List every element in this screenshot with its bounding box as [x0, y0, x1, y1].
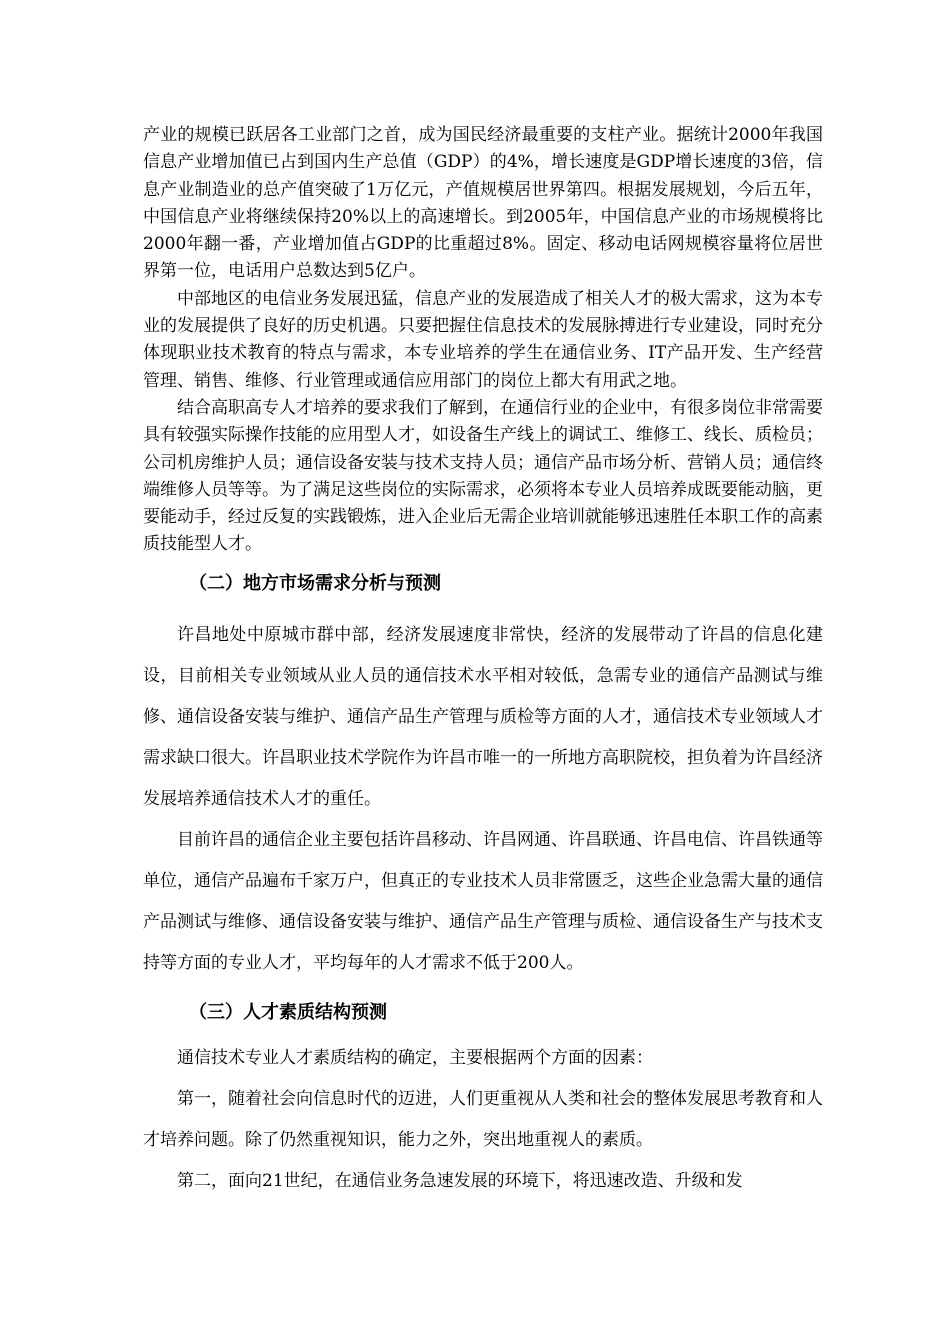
paragraph-talent-requirements: 结合高职高专人才培养的要求我们了解到，在通信行业的企业中，有很多岗位非常需要具有较强实际操作技能的应用型人才，如设备生产线上的调试工、维修工、线长、质检员；公司机房维护人员；通信设备安装与技术支持人员；通信产品市场分析、营销人员；通信终端维修人员等等。为了满足这些岗位的实际需求，必须将本专业人员培养成既要能动脑，更要能动手，经过反复的实践锻炼，进入企业后无需企业培训就能够迅速胜任本职工作的高素质技能型人才。	[143, 397, 823, 555]
paragraph-central-region: 中部地区的电信业务发展迅猛，信息产业的发展造成了相关人才的极大需求，这为本专业的发展提供了良好的历史机遇。只要把握住信息技术的发展脉搏进行专业建设，同时充分体现职业技术教育的特点与需求，本专业培养的学生在通信业务、IT产品开发、生产经营管理、销售、维修、行业管理或通信应用部门的岗位上都大有用武之地。	[143, 288, 823, 391]
section-heading-talent-structure: （三）人才素质结构预测	[189, 1001, 387, 1023]
paragraph-structure-factors: 通信技术专业人才素质结构的确定，主要根据两个方面的因素：	[177, 1047, 653, 1068]
section-heading-local-market: （二）地方市场需求分析与预测	[189, 572, 441, 594]
paragraph-factor-two: 第二，面向21世纪，在通信业务急速发展的环境下，将迅速改造、升级和发	[177, 1170, 743, 1191]
document-page	[143, 122, 823, 1202]
paragraph-xuchang-enterprises: 目前许昌的通信企业主要包括许昌移动、许昌网通、许昌联通、许昌电信、许昌铁通等单位，通信产品遍布千家万户，但真正的专业技术人员非常匮乏，这些企业急需大量的通信产品测试与维修、通信设备安装与维护、通信产品生产管理与质检、通信设备生产与技术支持等方面的专业人才，平均每年的人才需求不低于200人。	[143, 829, 823, 973]
paragraph-factor-one: 第一，随着社会向信息时代的迈进，人们更重视从人类和社会的整体发展思考教育和人才培养问题。除了仍然重视知识，能力之外，突出地重视人的素质。	[143, 1088, 823, 1150]
paragraph-industry-scale: 产业的规模已跃居各工业部门之首，成为国民经济最重要的支柱产业。据统计2000年我国信息产业增加值已占到国内生产总值（GDP）的4%，增长速度是GDP增长速度的3倍，信息产业制造业的总产值突破了1万亿元，产值规模居世界第四。根据发展规划，今后五年，中国信息产业将继续保持20%以上的高速增长。到2005年，中国信息产业的市场规模将比2000年翻一番，产业增加值占GDP的比重超过8%。固定、移动电话网规模容量将位居世界第一位，电话用户总数达到5亿户。	[143, 125, 823, 282]
paragraph-xuchang-location: 许昌地处中原城市群中部，经济发展速度非常快，经济的发展带动了许昌的信息化建设，目前相关专业领域从业人员的通信技术水平相对较低，急需专业的通信产品测试与维修、通信设备安装与维护、通信产品生产管理与质检等方面的人才，通信技术专业领域人才需求缺口很大。许昌职业技术学院作为许昌市唯一的一所地方高职院校，担负着为许昌经济发展培养通信技术人才的重任。	[143, 624, 823, 809]
